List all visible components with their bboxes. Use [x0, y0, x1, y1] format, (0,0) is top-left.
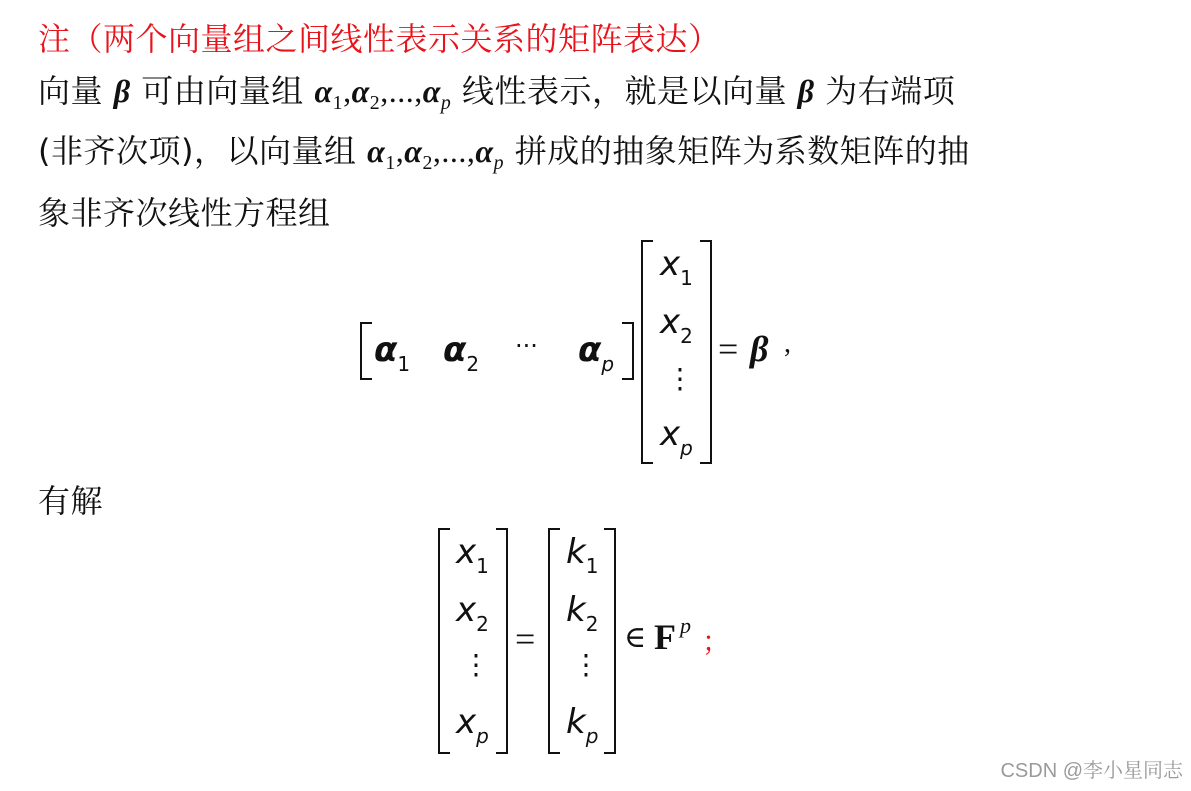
row-matrix-right-bracket: [622, 322, 634, 380]
matrix-entry-alpha-2: $\alpha_2$: [443, 330, 480, 376]
x-vector-right-bracket: [496, 528, 508, 754]
k-entry-2: $k_2$: [566, 590, 599, 636]
row-matrix-left-bracket: [360, 322, 372, 380]
text-segment: 向量: [38, 72, 114, 110]
subscript: 2: [422, 151, 433, 174]
x-entry-p: $x_p$: [456, 702, 489, 748]
vector-vdots: ⋮: [666, 362, 694, 395]
text-segment: (非齐次项)，以向量组: [38, 132, 368, 170]
ellipsis: ,...,: [380, 73, 423, 109]
text-segment: 为右端项: [814, 72, 956, 110]
text-segment: 可由向量组: [130, 72, 315, 110]
k-vector-right-bracket: [604, 528, 616, 754]
has-solution-label: 有解: [38, 482, 104, 520]
vector-entry-xp: $x_p$: [660, 414, 693, 460]
subscript: p: [440, 91, 452, 114]
text-segment: 线性表示，就是以向量: [451, 72, 798, 110]
equals-sign: =: [718, 329, 739, 369]
k-entry-1: $k_1$: [566, 532, 599, 578]
semicolon: ；: [702, 625, 731, 658]
alpha-symbol: α: [314, 73, 333, 109]
vector-entry-x2: $x_2$: [660, 302, 693, 348]
matrix-entry-alpha-1: $\alpha_1$: [374, 330, 411, 376]
subscript: 1: [332, 91, 344, 114]
column-vector-right-bracket: [700, 240, 712, 464]
alpha-symbol: α: [404, 133, 423, 169]
paragraph-line-3: 象非齐次线性方程组: [38, 194, 331, 232]
k-vdots: ⋮: [572, 648, 600, 681]
alpha-symbol: α: [475, 133, 494, 169]
subscript: 1: [385, 151, 396, 174]
x-entry-2: $x_2$: [456, 590, 489, 636]
beta-symbol: β: [750, 329, 769, 369]
k-vector-left-bracket: [548, 528, 560, 754]
matrix-cdots: ···: [515, 332, 538, 360]
ellipsis: ,...,: [432, 133, 476, 169]
comma: ,: [343, 73, 352, 109]
equals-sign: =: [515, 619, 536, 659]
vector-entry-x1: $x_1$: [660, 244, 693, 290]
x-entry-1: $x_1$: [456, 532, 489, 578]
x-vdots: ⋮: [462, 648, 490, 681]
text-segment: 拼成的抽象矩阵为系数矩阵的抽: [504, 132, 970, 170]
note-title: 注（两个向量组之间线性表示关系的矩阵表达）: [38, 20, 721, 58]
field-symbol: F $^p$: [654, 613, 691, 657]
comma: ,: [395, 133, 405, 169]
element-of-symbol: ∈: [624, 621, 647, 654]
alpha-symbol: α: [367, 133, 386, 169]
subscript: p: [493, 151, 505, 174]
matrix-entry-alpha-p: $\alpha_p$: [578, 330, 615, 376]
paragraph-line-1: [38, 66, 955, 112]
subscript: 2: [369, 91, 381, 114]
beta-symbol: β: [113, 73, 131, 109]
trailing-comma: ,: [784, 328, 791, 359]
alpha-symbol: α: [422, 73, 441, 109]
beta-symbol: β: [797, 73, 815, 109]
watermark: CSDN @李小星同志: [1000, 760, 1183, 782]
paragraph-line-2: [38, 126, 970, 172]
alpha-symbol: α: [351, 73, 370, 109]
column-vector-left-bracket: [641, 240, 653, 464]
k-entry-p: $k_p$: [566, 702, 599, 748]
x-vector-left-bracket: [438, 528, 450, 754]
